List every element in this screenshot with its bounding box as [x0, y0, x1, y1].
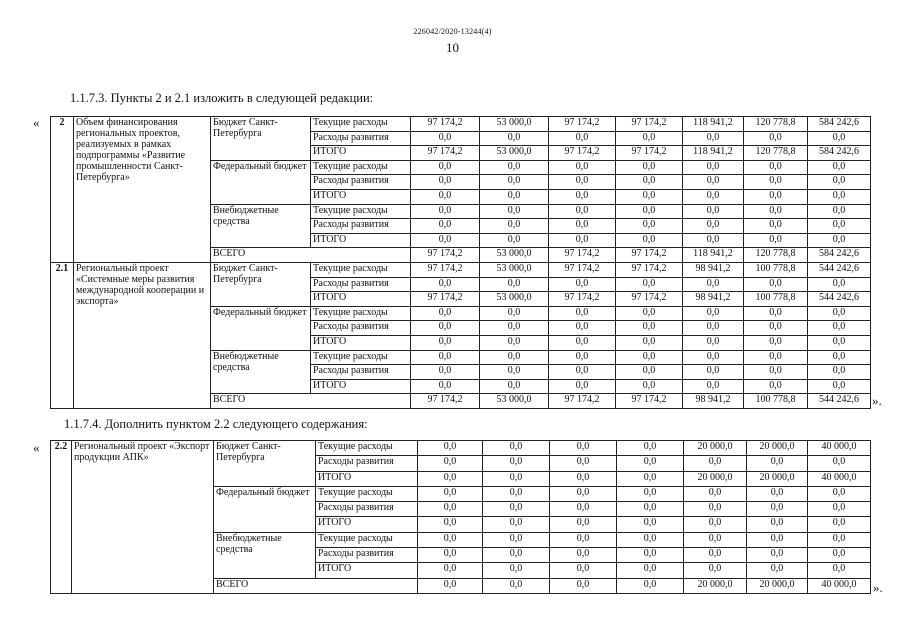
amount-cell: 0,0 — [549, 379, 616, 394]
item-name: Региональный проект «Системные меры развития международной кооперации и экспорта» — [74, 262, 211, 408]
amount-cell: 0,0 — [683, 175, 744, 190]
amount-cell: 0,0 — [683, 160, 744, 175]
amount-cell: 0,0 — [616, 277, 683, 292]
amount-cell: 0,0 — [684, 563, 747, 578]
amount-cell: 0,0 — [418, 517, 483, 532]
amount-cell: 0,0 — [480, 365, 549, 380]
total-amount-cell: 97 174,2 — [616, 394, 683, 409]
amount-cell: 0,0 — [418, 441, 483, 456]
amount-cell: 0,0 — [418, 532, 483, 547]
amount-cell: 0,0 — [808, 350, 871, 365]
amount-cell: 0,0 — [808, 219, 871, 234]
expense-type: Расходы развития — [311, 321, 411, 336]
amount-cell: 0,0 — [480, 189, 549, 204]
total-amount-cell: 97 174,2 — [549, 248, 616, 263]
amount-cell: 0,0 — [617, 471, 684, 486]
section-1-heading: 1.1.7.3. Пункты 2 и 2.1 изложить в следующей редакции: — [70, 91, 374, 105]
amount-cell: 0,0 — [808, 131, 871, 146]
funding-source: Бюджет Санкт-Петербурга — [211, 262, 311, 306]
expense-type: ИТОГО — [311, 335, 411, 350]
amount-cell: 118 941,2 — [683, 117, 744, 132]
amount-cell: 0,0 — [411, 350, 480, 365]
amount-cell: 0,0 — [683, 189, 744, 204]
expense-type: ИТОГО — [311, 146, 411, 161]
amount-cell: 0,0 — [616, 233, 683, 248]
table-row — [51, 117, 871, 132]
expense-type: Текущие расходы — [311, 204, 411, 219]
expense-type: Расходы развития — [316, 456, 418, 471]
amount-cell: 0,0 — [744, 160, 808, 175]
amount-cell: 0,0 — [480, 306, 549, 321]
amount-cell: 0,0 — [411, 379, 480, 394]
amount-cell: 0,0 — [411, 321, 480, 336]
total-amount-cell: 0,0 — [418, 578, 483, 593]
amount-cell: 0,0 — [808, 379, 871, 394]
total-amount-cell: 97 174,2 — [616, 248, 683, 263]
expense-type: Расходы развития — [311, 277, 411, 292]
amount-cell: 0,0 — [744, 189, 808, 204]
amount-cell: 0,0 — [808, 277, 871, 292]
amount-cell: 0,0 — [549, 131, 616, 146]
amount-cell: 0,0 — [480, 160, 549, 175]
amount-cell: 0,0 — [616, 175, 683, 190]
amount-cell: 0,0 — [549, 175, 616, 190]
amount-cell: 0,0 — [550, 517, 617, 532]
total-amount-cell: 20 000,0 — [684, 578, 747, 593]
funding-table-1 — [50, 116, 871, 409]
amount-cell: 0,0 — [480, 204, 549, 219]
page-number: 10 — [446, 40, 459, 55]
amount-cell: 0,0 — [418, 502, 483, 517]
expense-type: Текущие расходы — [311, 262, 411, 277]
amount-cell: 0,0 — [684, 532, 747, 547]
amount-cell: 97 174,2 — [549, 117, 616, 132]
amount-cell: 97 174,2 — [616, 262, 683, 277]
amount-cell: 0,0 — [480, 335, 549, 350]
expense-type: Текущие расходы — [311, 306, 411, 321]
amount-cell: 0,0 — [483, 486, 550, 501]
amount-cell: 0,0 — [808, 517, 871, 532]
amount-cell: 97 174,2 — [616, 292, 683, 307]
amount-cell: 0,0 — [747, 548, 808, 563]
amount-cell: 120 778,8 — [744, 117, 808, 132]
item-number: 2.1 — [51, 262, 74, 408]
amount-cell: 53 000,0 — [480, 146, 549, 161]
amount-cell: 0,0 — [808, 532, 871, 547]
amount-cell: 0,0 — [744, 335, 808, 350]
amount-cell: 0,0 — [617, 532, 684, 547]
amount-cell: 0,0 — [683, 335, 744, 350]
total-amount-cell: 53 000,0 — [480, 394, 549, 409]
close-quote-1: ». — [872, 393, 882, 408]
expense-type: Расходы развития — [311, 175, 411, 190]
amount-cell: 0,0 — [411, 365, 480, 380]
amount-cell: 0,0 — [744, 365, 808, 380]
amount-cell: 0,0 — [744, 306, 808, 321]
amount-cell: 40 000,0 — [808, 471, 871, 486]
amount-cell: 0,0 — [549, 321, 616, 336]
total-amount-cell: 97 174,2 — [549, 394, 616, 409]
amount-cell: 0,0 — [808, 321, 871, 336]
amount-cell: 0,0 — [808, 502, 871, 517]
total-amount-cell: 584 242,6 — [808, 248, 871, 263]
amount-cell: 0,0 — [744, 277, 808, 292]
amount-cell: 0,0 — [483, 471, 550, 486]
amount-cell: 0,0 — [411, 335, 480, 350]
amount-cell: 0,0 — [744, 131, 808, 146]
amount-cell: 97 174,2 — [411, 146, 480, 161]
expense-type: Текущие расходы — [311, 350, 411, 365]
amount-cell: 0,0 — [418, 456, 483, 471]
amount-cell: 0,0 — [616, 219, 683, 234]
amount-cell: 0,0 — [744, 321, 808, 336]
amount-cell: 0,0 — [616, 379, 683, 394]
amount-cell: 0,0 — [411, 189, 480, 204]
table-row — [51, 262, 871, 277]
funding-source: Внебюджетные средства — [214, 532, 316, 578]
total-amount-cell: 40 000,0 — [808, 578, 871, 593]
amount-cell: 0,0 — [808, 306, 871, 321]
amount-cell: 53 000,0 — [480, 262, 549, 277]
amount-cell: 0,0 — [550, 548, 617, 563]
amount-cell: 0,0 — [411, 131, 480, 146]
funding-source: Внебюджетные средства — [211, 350, 311, 394]
total-amount-cell: 100 778,8 — [744, 394, 808, 409]
expense-type: Текущие расходы — [316, 486, 418, 501]
amount-cell: 0,0 — [617, 548, 684, 563]
expense-type: ИТОГО — [316, 517, 418, 532]
amount-cell: 0,0 — [744, 379, 808, 394]
total-amount-cell: 120 778,8 — [744, 248, 808, 263]
amount-cell: 0,0 — [549, 350, 616, 365]
amount-cell: 0,0 — [744, 204, 808, 219]
total-label: ВСЕГО — [214, 578, 418, 593]
amount-cell: 0,0 — [480, 233, 549, 248]
amount-cell: 544 242,6 — [808, 292, 871, 307]
amount-cell: 97 174,2 — [549, 262, 616, 277]
amount-cell: 0,0 — [411, 219, 480, 234]
amount-cell: 0,0 — [411, 160, 480, 175]
amount-cell: 0,0 — [483, 548, 550, 563]
amount-cell: 0,0 — [549, 365, 616, 380]
expense-type: Текущие расходы — [311, 117, 411, 132]
amount-cell: 0,0 — [683, 277, 744, 292]
total-amount-cell: 0,0 — [550, 578, 617, 593]
amount-cell: 20 000,0 — [684, 441, 747, 456]
amount-cell: 0,0 — [418, 548, 483, 563]
amount-cell: 0,0 — [808, 563, 871, 578]
amount-cell: 0,0 — [550, 486, 617, 501]
amount-cell: 0,0 — [808, 160, 871, 175]
amount-cell: 98 941,2 — [683, 262, 744, 277]
funding-source: Внебюджетные средства — [211, 204, 311, 248]
amount-cell: 0,0 — [617, 563, 684, 578]
amount-cell: 0,0 — [549, 204, 616, 219]
expense-type: Расходы развития — [316, 548, 418, 563]
amount-cell: 0,0 — [411, 175, 480, 190]
expense-type: ИТОГО — [311, 292, 411, 307]
close-quote-2: ». — [873, 580, 883, 595]
amount-cell: 0,0 — [480, 131, 549, 146]
amount-cell: 0,0 — [418, 486, 483, 501]
amount-cell: 97 174,2 — [616, 146, 683, 161]
amount-cell: 0,0 — [808, 486, 871, 501]
amount-cell: 98 941,2 — [683, 292, 744, 307]
total-amount-cell: 20 000,0 — [747, 578, 808, 593]
amount-cell: 0,0 — [747, 486, 808, 501]
expense-type: ИТОГО — [316, 563, 418, 578]
amount-cell: 0,0 — [744, 233, 808, 248]
funding-table-2 — [50, 440, 871, 594]
amount-cell: 0,0 — [480, 219, 549, 234]
amount-cell: 0,0 — [684, 456, 747, 471]
funding-source: Федеральный бюджет — [211, 306, 311, 350]
expense-type: ИТОГО — [311, 233, 411, 248]
amount-cell: 584 242,6 — [808, 146, 871, 161]
amount-cell: 0,0 — [549, 335, 616, 350]
amount-cell: 0,0 — [747, 563, 808, 578]
amount-cell: 0,0 — [747, 502, 808, 517]
amount-cell: 0,0 — [616, 131, 683, 146]
expense-type: Расходы развития — [311, 219, 411, 234]
amount-cell: 0,0 — [747, 532, 808, 547]
item-name: Региональный проект «Экспорт продукции АПК» — [72, 441, 214, 594]
amount-cell: 0,0 — [550, 532, 617, 547]
amount-cell: 0,0 — [483, 532, 550, 547]
funding-source: Бюджет Санкт-Петербурга — [214, 441, 316, 487]
amount-cell: 0,0 — [617, 441, 684, 456]
item-name: Объем финансирования региональных проектов, реализуемых в рамках подпрограммы «Развитие промышленности Санкт-Петербурга» — [74, 117, 211, 263]
amount-cell: 0,0 — [616, 306, 683, 321]
total-amount-cell: 97 174,2 — [411, 394, 480, 409]
expense-type: ИТОГО — [311, 189, 411, 204]
amount-cell: 0,0 — [483, 502, 550, 517]
amount-cell: 0,0 — [550, 456, 617, 471]
amount-cell: 0,0 — [480, 175, 549, 190]
amount-cell: 0,0 — [411, 233, 480, 248]
amount-cell: 0,0 — [808, 335, 871, 350]
total-amount-cell: 53 000,0 — [480, 248, 549, 263]
amount-cell: 97 174,2 — [549, 146, 616, 161]
expense-type: Расходы развития — [311, 131, 411, 146]
amount-cell: 0,0 — [616, 365, 683, 380]
amount-cell: 0,0 — [411, 306, 480, 321]
amount-cell: 0,0 — [808, 204, 871, 219]
amount-cell: 0,0 — [411, 204, 480, 219]
open-quote-1: « — [33, 115, 40, 130]
amount-cell: 20 000,0 — [747, 471, 808, 486]
total-amount-cell: 97 174,2 — [411, 248, 480, 263]
funding-source: Федеральный бюджет — [211, 160, 311, 204]
amount-cell: 584 242,6 — [808, 117, 871, 132]
table-row — [51, 441, 871, 456]
amount-cell: 20 000,0 — [684, 471, 747, 486]
amount-cell: 0,0 — [550, 563, 617, 578]
amount-cell: 97 174,2 — [411, 262, 480, 277]
amount-cell: 0,0 — [683, 321, 744, 336]
amount-cell: 20 000,0 — [747, 441, 808, 456]
expense-type: Текущие расходы — [316, 532, 418, 547]
expense-type: Расходы развития — [311, 365, 411, 380]
amount-cell: 0,0 — [617, 486, 684, 501]
amount-cell: 0,0 — [616, 160, 683, 175]
amount-cell: 0,0 — [549, 189, 616, 204]
amount-cell: 0,0 — [808, 189, 871, 204]
amount-cell: 0,0 — [744, 350, 808, 365]
total-amount-cell: 544 242,6 — [808, 394, 871, 409]
amount-cell: 0,0 — [683, 219, 744, 234]
amount-cell: 0,0 — [411, 277, 480, 292]
amount-cell: 0,0 — [616, 321, 683, 336]
expense-type: ИТОГО — [316, 471, 418, 486]
expense-type: ИТОГО — [311, 379, 411, 394]
amount-cell: 97 174,2 — [411, 292, 480, 307]
amount-cell: 0,0 — [549, 306, 616, 321]
amount-cell: 0,0 — [808, 233, 871, 248]
expense-type: Текущие расходы — [316, 441, 418, 456]
amount-cell: 0,0 — [483, 517, 550, 532]
amount-cell: 97 174,2 — [616, 117, 683, 132]
amount-cell: 0,0 — [617, 517, 684, 532]
funding-source: Бюджет Санкт-Петербурга — [211, 117, 311, 161]
amount-cell: 0,0 — [550, 471, 617, 486]
amount-cell: 0,0 — [480, 379, 549, 394]
section-2-heading: 1.1.7.4. Дополнить пунктом 2.2 следующего содержания: — [64, 417, 368, 431]
amount-cell: 97 174,2 — [549, 292, 616, 307]
amount-cell: 0,0 — [616, 204, 683, 219]
total-label: ВСЕГО — [211, 248, 411, 263]
amount-cell: 0,0 — [549, 277, 616, 292]
document-number: 226042/2020-13244(4) — [413, 27, 492, 36]
item-number: 2.2 — [51, 441, 72, 594]
amount-cell: 118 941,2 — [683, 146, 744, 161]
amount-cell: 544 242,6 — [808, 262, 871, 277]
amount-cell: 0,0 — [480, 321, 549, 336]
amount-cell: 0,0 — [747, 456, 808, 471]
amount-cell: 0,0 — [744, 219, 808, 234]
amount-cell: 0,0 — [483, 456, 550, 471]
amount-cell: 0,0 — [683, 379, 744, 394]
amount-cell: 97 174,2 — [411, 117, 480, 132]
amount-cell: 0,0 — [616, 335, 683, 350]
amount-cell: 0,0 — [549, 233, 616, 248]
item-number: 2 — [51, 117, 74, 263]
total-amount-cell: 0,0 — [617, 578, 684, 593]
amount-cell: 0,0 — [550, 441, 617, 456]
amount-cell: 0,0 — [683, 204, 744, 219]
amount-cell: 120 778,8 — [744, 146, 808, 161]
amount-cell: 0,0 — [483, 563, 550, 578]
amount-cell: 0,0 — [683, 365, 744, 380]
amount-cell: 0,0 — [684, 517, 747, 532]
amount-cell: 0,0 — [683, 306, 744, 321]
expense-type: Текущие расходы — [311, 160, 411, 175]
amount-cell: 0,0 — [744, 175, 808, 190]
amount-cell: 0,0 — [418, 563, 483, 578]
amount-cell: 0,0 — [683, 350, 744, 365]
total-label: ВСЕГО — [211, 394, 411, 409]
amount-cell: 0,0 — [684, 486, 747, 501]
amount-cell: 0,0 — [808, 175, 871, 190]
total-amount-cell: 98 941,2 — [683, 394, 744, 409]
amount-cell: 53 000,0 — [480, 117, 549, 132]
amount-cell: 0,0 — [808, 456, 871, 471]
amount-cell: 0,0 — [617, 502, 684, 517]
amount-cell: 0,0 — [617, 456, 684, 471]
amount-cell: 0,0 — [747, 517, 808, 532]
amount-cell: 0,0 — [480, 350, 549, 365]
amount-cell: 0,0 — [684, 548, 747, 563]
amount-cell: 100 778,8 — [744, 262, 808, 277]
total-amount-cell: 118 941,2 — [683, 248, 744, 263]
amount-cell: 0,0 — [550, 502, 617, 517]
amount-cell: 0,0 — [683, 131, 744, 146]
amount-cell: 0,0 — [549, 219, 616, 234]
expense-type: Расходы развития — [316, 502, 418, 517]
amount-cell: 0,0 — [683, 233, 744, 248]
open-quote-2: « — [33, 440, 40, 455]
amount-cell: 0,0 — [684, 502, 747, 517]
amount-cell: 0,0 — [808, 548, 871, 563]
amount-cell: 0,0 — [418, 471, 483, 486]
amount-cell: 0,0 — [549, 160, 616, 175]
total-amount-cell: 0,0 — [483, 578, 550, 593]
amount-cell: 0,0 — [483, 441, 550, 456]
amount-cell: 0,0 — [616, 189, 683, 204]
amount-cell: 100 778,8 — [744, 292, 808, 307]
amount-cell: 0,0 — [616, 350, 683, 365]
amount-cell: 53 000,0 — [480, 292, 549, 307]
funding-source: Федеральный бюджет — [214, 486, 316, 532]
amount-cell: 0,0 — [808, 365, 871, 380]
amount-cell: 0,0 — [480, 277, 549, 292]
amount-cell: 40 000,0 — [808, 441, 871, 456]
